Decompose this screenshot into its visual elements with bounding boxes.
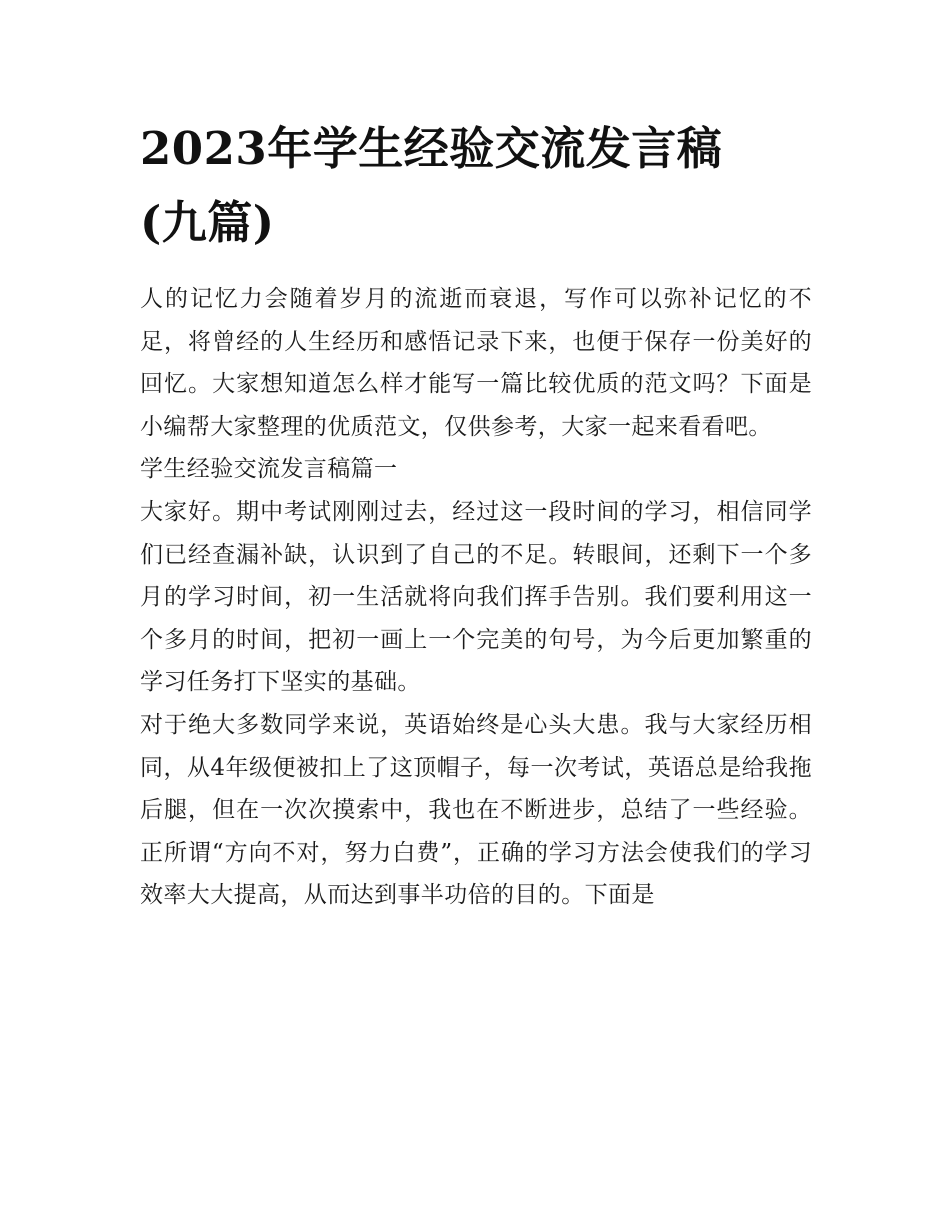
title-line-1: 2023年学生经验交流发言稿 — [140, 122, 723, 175]
document-body — [140, 112, 812, 917]
section-heading: 学生经验交流发言稿篇一 — [140, 456, 398, 483]
document-title — [140, 112, 812, 260]
body-paragraph-1: 大家好。期中考试刚刚过去，经过这一段时间的学习，相信同学们已经查漏补缺，认识到了自己的不足。转眼间，还剩下一个多月的学习时间，初一生活就将向我们挥手告别。我们要利用这一个多月的时间，把初一画上一个完美的句号，为今后更加繁重的学习任务打下坚实的基础。 — [140, 498, 812, 696]
intro-paragraph: 人的记忆力会随着岁月的流逝而衰退，写作可以弥补记忆的不足，将曾经的人生经历和感悟记录下来，也便于保存一份美好的回忆。大家想知道怎么样才能写一篇比较优质的范文吗？下面是小编帮大家整理的优质范文，仅供参考，大家一起来看看吧。 — [140, 286, 812, 440]
body-paragraph-2: 对于绝大多数同学来说，英语始终是心头大患。我与大家经历相同，从4年级便被扣上了这顶帽子，每一次考试，英语总是给我拖后腿，但在一次次摸索中，我也在不断进步，总结了一些经验。正所谓“方向不对，努力白费”，正确的学习方法会使我们的学习效率大大提高，从而达到事半功倍的目的。下面是 — [140, 711, 812, 909]
title-line-2: (九篇) — [140, 196, 275, 249]
